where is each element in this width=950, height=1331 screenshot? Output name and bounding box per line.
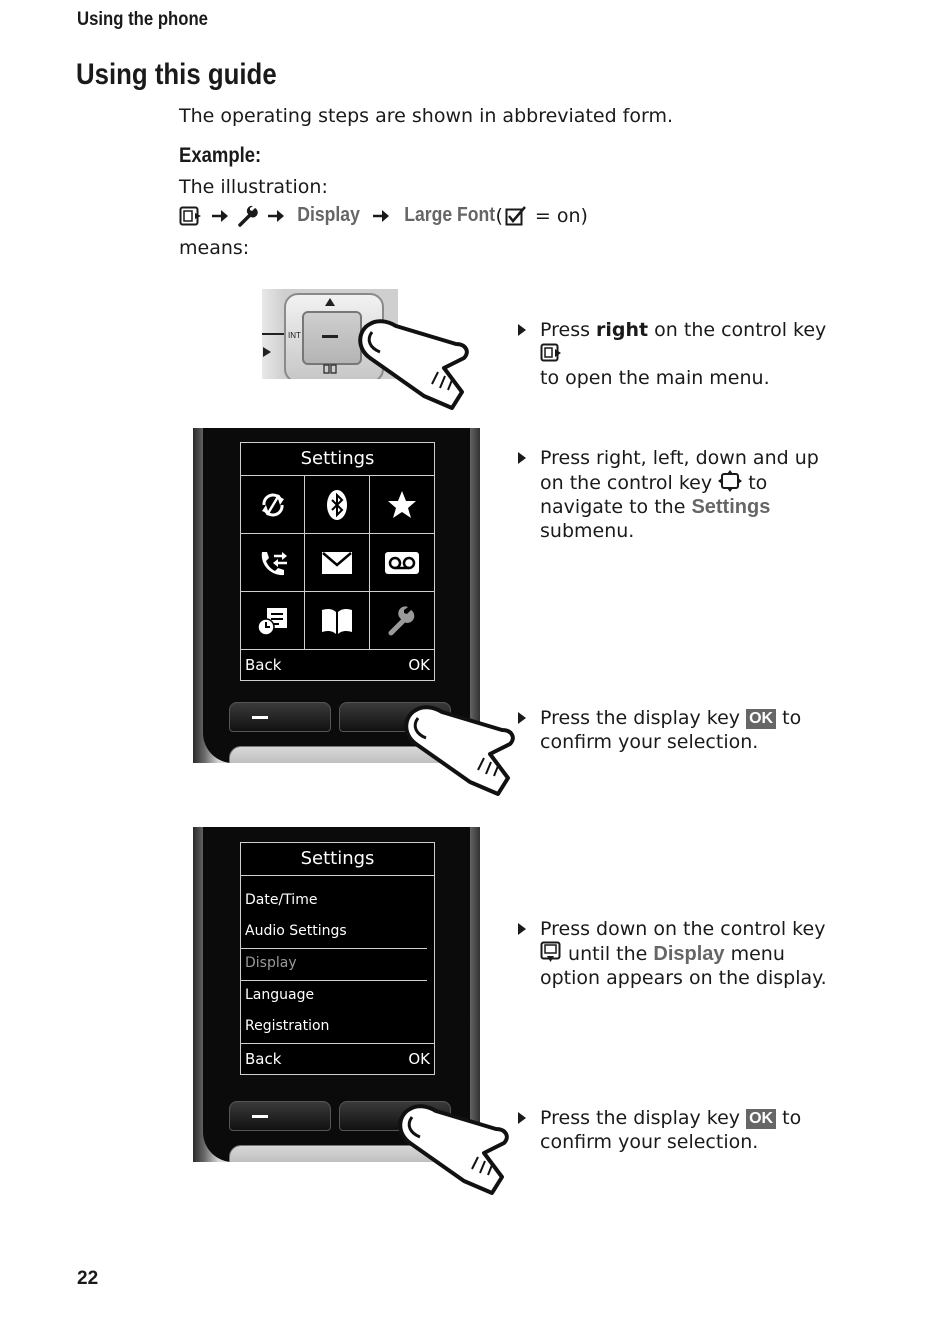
path-on-text: = on) [534, 204, 588, 227]
arrow-right-icon [372, 209, 390, 223]
term-display: Display [653, 943, 725, 965]
running-header: Using the phone [77, 9, 208, 30]
book-icon [323, 364, 337, 374]
softkey-ok[interactable]: OK [408, 1050, 430, 1068]
call-forward-icon [256, 548, 290, 578]
finger-pointer-icon [398, 698, 528, 798]
control-key-all-directions-icon [718, 470, 742, 492]
step-3: Press the display key OK to confirm your selection. [518, 706, 848, 754]
bullet-triangle-icon [518, 923, 526, 935]
bullet-triangle-icon [518, 1112, 526, 1124]
bullet-triangle-icon [518, 452, 526, 464]
means-label: means: [179, 237, 250, 259]
step-5: Press the display key OK to confirm your selection. [518, 1106, 848, 1154]
control-key-right-icon [540, 343, 562, 363]
left-display-key[interactable] [229, 702, 331, 732]
star-icon [387, 490, 417, 520]
page-title: Using this guide [76, 58, 277, 91]
display-screen [240, 442, 435, 681]
control-key-right-icon [179, 206, 203, 226]
softkey-bar [241, 1043, 434, 1074]
menu-item-registration[interactable]: Registration [245, 1018, 330, 1034]
illustration-label: The illustration: [179, 176, 328, 198]
display-screen [240, 842, 435, 1075]
softkey-bar [241, 650, 434, 680]
softkey-back[interactable]: Back [245, 656, 282, 674]
menu-item-bluetooth[interactable] [305, 476, 369, 534]
path-open-paren: ( [495, 204, 503, 227]
menu-item-language[interactable]: Language [245, 987, 315, 1003]
wrench-icon [237, 205, 259, 227]
menu-item-display[interactable]: Display [241, 948, 427, 981]
up-arrow-icon [325, 298, 335, 306]
control-key-down-icon [540, 941, 562, 963]
finger-pointer-icon [352, 312, 482, 412]
menu-item-messages[interactable] [305, 534, 369, 592]
screen-title: Settings [241, 843, 434, 876]
menu-item-organizer[interactable] [241, 592, 305, 650]
bluetooth-icon [325, 489, 349, 521]
step-1: Press right on the control key to open the main menu. [518, 318, 848, 390]
step-2: Press right, left, down and up on the control key to navigate to the Settings submenu. [518, 446, 848, 543]
int-label: INT [288, 331, 301, 340]
arrow-right-icon [211, 209, 229, 223]
example-label: Example: [179, 144, 262, 167]
voicemail-icon [384, 551, 420, 575]
menu-item-audio-settings[interactable]: Audio Settings [245, 923, 347, 939]
menu-item-date-time[interactable]: Date/Time [245, 892, 318, 908]
envelope-icon [321, 551, 353, 575]
intro-text: The operating steps are shown in abbreviated form. [179, 105, 674, 127]
finger-pointer-icon [392, 1097, 522, 1197]
icon-grid [241, 476, 434, 650]
ok-key-badge: OK [746, 1109, 776, 1129]
page-number: 22 [77, 1268, 99, 1289]
checkbox-checked-icon [505, 206, 527, 226]
left-display-key[interactable] [229, 1101, 331, 1131]
term-settings: Settings [691, 496, 771, 518]
bullet-triangle-icon [518, 712, 526, 724]
left-arrow-icon [263, 347, 271, 357]
menu-item-directory[interactable] [305, 592, 369, 650]
softkey-ok[interactable]: OK [408, 656, 430, 674]
bullet-triangle-icon [518, 324, 526, 336]
menu-item-sync[interactable] [241, 476, 305, 534]
emphasis-right: right [596, 319, 649, 341]
screen-title: Settings [241, 443, 434, 476]
step-4: Press down on the control key until the Display menu option appears on the display. [518, 917, 848, 990]
sync-icon [257, 489, 289, 521]
softkey-back[interactable]: Back [245, 1050, 282, 1068]
arrow-right-icon [267, 209, 285, 223]
directory-icon [320, 607, 354, 635]
menu-item-favourites[interactable] [370, 476, 434, 534]
menu-item-settings[interactable] [370, 592, 434, 650]
menu-path [179, 204, 588, 227]
menu-item-call-forward[interactable] [241, 534, 305, 592]
wrench-icon [387, 606, 417, 636]
menu-list [241, 876, 434, 1043]
organizer-icon [257, 606, 289, 636]
path-display: Display [297, 204, 360, 226]
ok-key-badge: OK [746, 709, 776, 729]
path-large-font: Large Font [404, 204, 496, 226]
menu-item-voicemail[interactable] [370, 534, 434, 592]
